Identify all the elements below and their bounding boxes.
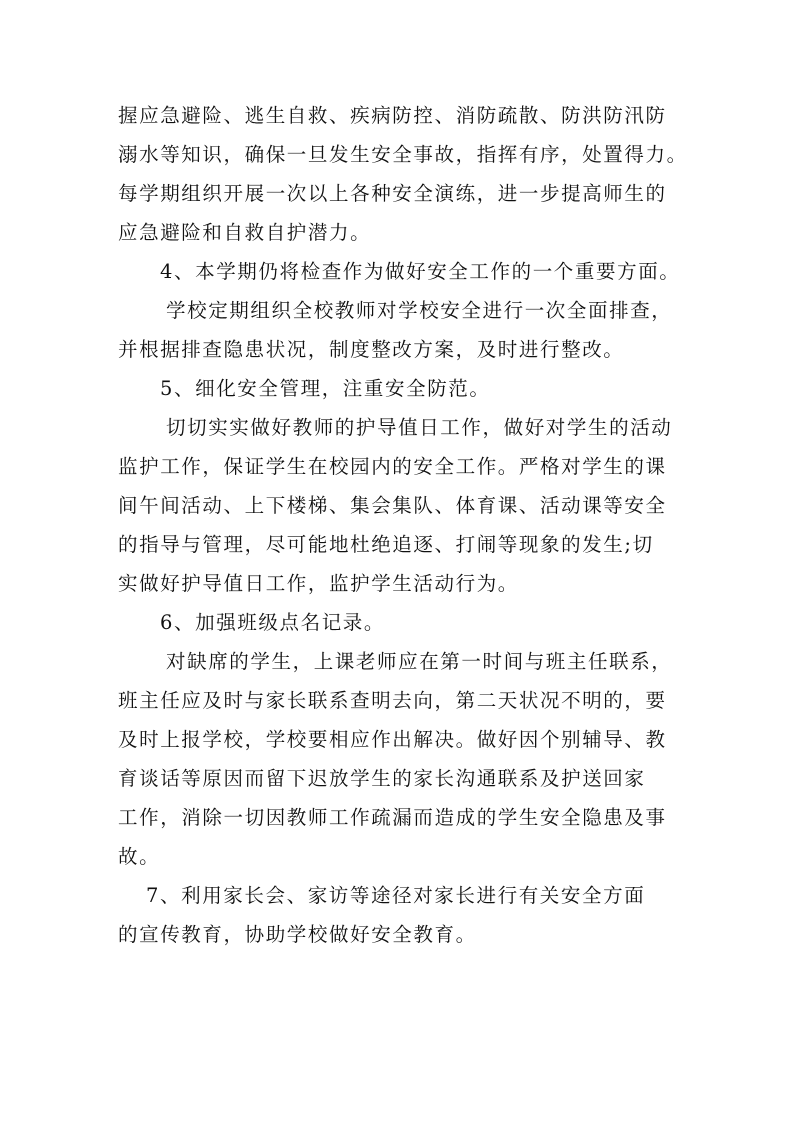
- paragraph-line: 溺水等知识，确保一旦发生安全事故，指挥有序，处置得力。: [118, 143, 688, 166]
- paragraph-line: 监护工作，保证学生在校园内的安全工作。严格对学生的课: [118, 455, 667, 478]
- section-heading-5: 5、细化安全管理，注重安全防范。: [160, 377, 491, 400]
- section-heading-6: 6、加强班级点名记录。: [160, 611, 386, 634]
- paragraph-line: 工作，消除一切因教师工作疏漏而造成的学生安全隐患及事: [118, 806, 667, 829]
- paragraph-line: 的宣传教育，协助学校做好安全教育。: [118, 923, 477, 946]
- paragraph-line: 的指导与管理，尽可能地杜绝追逐、打闹等现象的发生;切: [118, 533, 654, 556]
- paragraph-line: 间午间活动、上下楼梯、集会集队、体育课、活动课等安全: [118, 494, 667, 517]
- paragraph-line: 及时上报学校，学校要相应作出解决。做好因个别辅导、教: [118, 728, 667, 751]
- section-heading-7: 7、利用家长会、家访等途径对家长进行有关安全方面: [146, 884, 646, 907]
- paragraph-line: 切切实实做好教师的护导值日工作，做好对学生的活动: [166, 416, 673, 439]
- paragraph-line: 育谈话等原因而留下迟放学生的家长沟通联系及护送回家: [118, 767, 646, 790]
- paragraph-line: 每学期组织开展一次以上各种安全演练，进一步提高师生的: [118, 182, 667, 205]
- document-body: [118, 96, 688, 954]
- paragraph-line: 故。: [118, 845, 161, 868]
- paragraph-line: 握应急避险、逃生自救、疾病防控、消防疏散、防洪防汛防: [118, 104, 667, 127]
- section-heading-4: 4、本学期仍将检查作为做好安全工作的一个重要方面。: [160, 260, 681, 283]
- paragraph-line: 学校定期组织全校教师对学校安全进行一次全面排查，: [166, 299, 673, 322]
- paragraph-line: 班主任应及时与家长联系查明去向，第二天状况不明的，要: [118, 689, 667, 712]
- paragraph-line: 实做好护导值日工作，监护学生活动行为。: [118, 572, 519, 595]
- paragraph-line: 并根据排查隐患状况，制度整改方案，及时进行整改。: [118, 338, 625, 361]
- paragraph-line: 对缺席的学生，上课老师应在第一时间与班主任联系，: [166, 650, 673, 673]
- paragraph-line: 应急避险和自救自护潜力。: [118, 221, 372, 244]
